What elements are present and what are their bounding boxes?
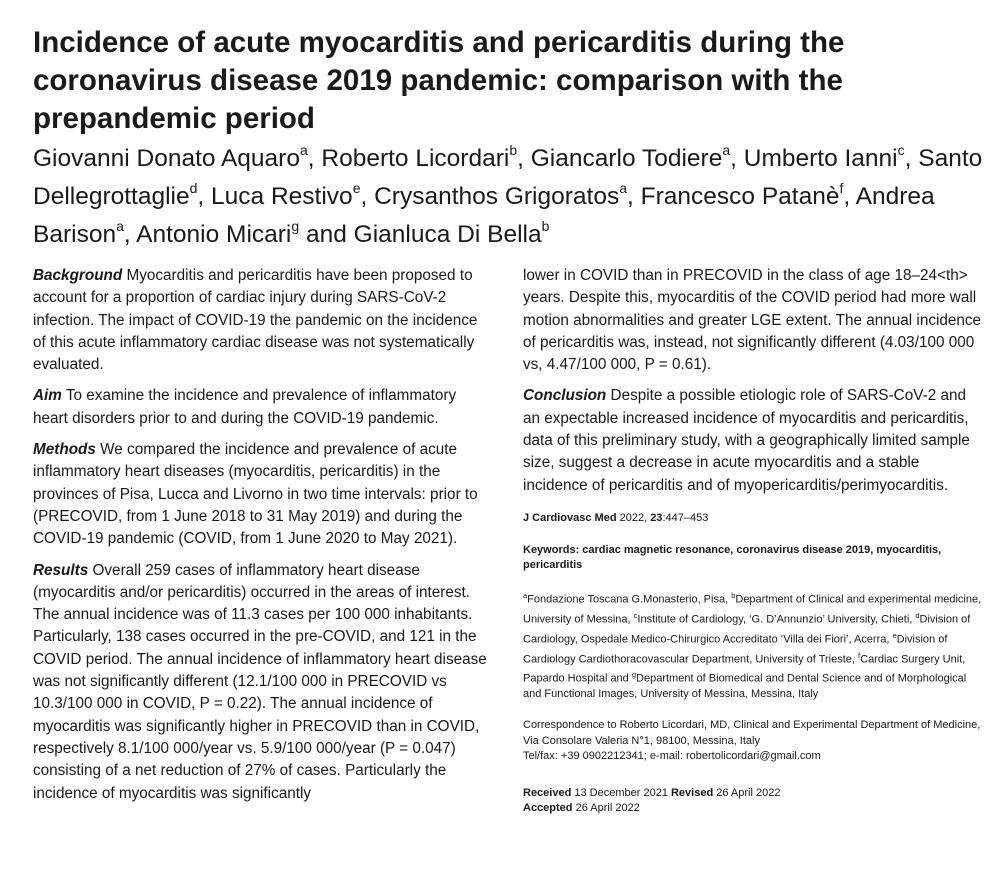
affiliation-text: Division of Cardiology Cardiothoracovascular Department, University of Trieste, — [523, 633, 948, 666]
author-separator: , — [627, 183, 641, 210]
author-separator: , — [360, 183, 375, 210]
abstract-background — [33, 265, 491, 376]
section-heading: Conclusion — [523, 387, 607, 405]
affiliation-mark: c — [633, 610, 638, 620]
citation-pages: :447–453 — [662, 511, 709, 524]
correspondence-address: Correspondence to Roberto Licordari, MD, Clinical and Experimental Department of Medicine, Via Consolare Valeria N°1, 98100, Messina, Italy — [523, 719, 981, 747]
revised-label: Revised — [670, 787, 714, 800]
revised-date: 26 April 2022 — [713, 787, 781, 800]
author-name: Santo Dellegrottaglie — [33, 145, 983, 210]
affiliation-mark: a — [523, 590, 528, 600]
affiliation-text: Department of Biomedical and Dental Science and of Morphological and Functional Images, University of Messina, Messina, Italy — [523, 673, 967, 701]
section-heading: Methods — [33, 441, 96, 459]
author-separator: and — [299, 221, 354, 248]
author-list — [33, 140, 993, 254]
author-name: Crysanthos Grigoratos — [374, 183, 620, 210]
journal-name: J Cardiovasc Med — [523, 511, 617, 524]
author-name: Francesco Patanè — [640, 183, 840, 210]
author-affiliation-mark: e — [352, 179, 361, 196]
accepted-label: Accepted — [523, 802, 573, 815]
article-dates — [523, 786, 983, 816]
correspondence-contact: Tel/fax: +39 0902212341; e-mail: robertolicordari@gmail.com — [523, 749, 821, 762]
author-name: Roberto Licordari — [321, 145, 510, 172]
correspondence — [523, 718, 983, 764]
author-name: Antonio Micari — [136, 221, 292, 248]
author-separator: , — [197, 183, 212, 210]
section-heading: Background — [33, 267, 123, 284]
author-affiliation-mark: d — [189, 179, 198, 196]
affiliations — [523, 588, 983, 703]
received-date: 13 December 2021 — [571, 787, 671, 800]
author-name: Andrea Barison — [33, 183, 935, 248]
author-separator: , — [730, 145, 744, 172]
author-separator: , — [123, 221, 137, 248]
author-affiliation-mark: g — [291, 217, 300, 234]
affiliation-text: Institute of Cardiology, ‘G. D’Annunzio’ University, Chieti, — [637, 613, 916, 626]
affiliation-mark: b — [731, 590, 736, 600]
section-heading: Results — [33, 561, 89, 579]
author-name: Giovanni Donato Aquaro — [33, 145, 300, 172]
accepted-date: 26 April 2022 — [572, 802, 640, 815]
citation-year: 2022, — [616, 511, 651, 524]
section-text: We compared the incidence and prevalence of acute inflammatory heart diseases (myocarditis, pericarditis) in the provinces of Pisa, Lucca and Livorno in two time intervals: prior to (PRECOVID, from 1 June 2018 to 31 May 2019) and during the COVID-19 pandemic (COVID, from 1 June 2020 to May 2021). — [33, 441, 478, 548]
author-separator: , — [843, 183, 856, 210]
affiliation-mark: e — [892, 630, 897, 640]
abstract-results — [33, 560, 491, 805]
abstract-right-column — [523, 265, 983, 816]
author-affiliation-mark: f — [839, 179, 844, 196]
author-name: Umberto Ianni — [743, 145, 898, 172]
section-text: Despite a possible etiologic role of SARS-CoV-2 and an expectable increased incidence of myocarditis and pericarditis, data of this preliminary study, with a geographically limited sample size, suggest a decrease in acute myocarditis and a stable incidence of pericarditis and of myopericarditis/perimyocarditis. — [523, 387, 970, 494]
article-title: Incidence of acute myocarditis and pericarditis during the coronavirus disease 2019 pandemic: comparison with the prepandemic period — [33, 26, 845, 135]
author-affiliation-mark: b — [509, 141, 518, 158]
author-name: Luca Restivo — [211, 183, 353, 210]
author-affiliation-mark: a — [299, 141, 308, 158]
affiliation-mark: g — [631, 670, 637, 680]
affiliation-text: Fondazione Toscana G.Monasterio, Pisa, — [527, 593, 732, 606]
section-heading: Aim — [33, 387, 62, 405]
keywords: Keywords: cardiac magnetic resonance, coronavirus disease 2019, myocarditis, pericarditis — [523, 543, 942, 571]
abstract-methods — [33, 439, 491, 550]
abstract-conclusion — [523, 385, 983, 496]
author-separator: , — [307, 145, 322, 172]
affiliation-text: Department of Clinical and experimental medicine, University of Messina, — [523, 593, 982, 626]
author-affiliation-mark: a — [722, 141, 731, 158]
affiliation-mark: d — [915, 610, 920, 620]
author-separator: , — [904, 145, 919, 172]
author-affiliation-mark: b — [541, 217, 550, 234]
journal-citation — [523, 511, 983, 526]
author-affiliation-mark: c — [897, 141, 905, 158]
author-name: Gianluca Di Bella — [353, 221, 542, 248]
author-separator: , — [517, 145, 531, 172]
section-text: Myocarditis and pericarditis have been proposed to account for a proportion of cardiac injury during SARS-CoV-2 infection. The impact of COVID-19 the pandemic on the incidence of this acute inflammatory cardiac disease was not systematically evaluated. — [33, 267, 478, 374]
abstract-results-continued: lower in COVID than in PRECOVID in the class of age 18–24<th> years. Despite this, myocarditis of the COVID period had more wall motion abnormalities and greater LGE extent. The annual incidence of pericarditis was, instead, not significantly different (4.03/100 000 vs, 4.47/100 000, P = 0.61). — [523, 267, 982, 374]
abstract-aim — [33, 385, 491, 430]
author-affiliation-mark: a — [619, 179, 628, 196]
author-name: Giancarlo Todiere — [530, 145, 723, 172]
citation-volume: 23 — [650, 511, 663, 524]
abstract-left-column — [33, 265, 491, 814]
affiliation-mark: f — [858, 650, 861, 660]
section-text: Overall 259 cases of inflammatory heart disease (myocarditis and/or pericarditis) occurred in the areas of interest. The annual incidence was of 11.3 cases per 100 000 inhabitants. Particularly, 138 cases occurred in the pre-COVID, and 121 in the COVID period. The annual incidence of inflammatory heart disease was not significantly different (12.1/100 000 in PRECOVID vs 10.3/100 000 in COVID, P = 0.22). The annual incidence of myocarditis was significantly higher in PRECOVID than in COVID, respectively 8.1/100 000/year vs. 5.9/100 000/year (P = 0.047) consisting of a net reduction of 27% of cases. Particularly the incidence of myocarditis was significantly — [33, 561, 487, 802]
affiliation-text: Division of Cardiology, Ospedale Medico-Chirurgico Accreditato ‘Villa dei Fiori’, Acerra, — [523, 613, 971, 646]
author-affiliation-mark: a — [116, 217, 124, 234]
affiliation-text: Cardiac Surgery Unit, Papardo Hospital and — [523, 653, 966, 686]
received-label: Received — [523, 787, 572, 800]
section-text: To examine the incidence and prevalence of inflammatory heart disorders prior to and during the COVID-19 pandemic. — [33, 387, 457, 427]
